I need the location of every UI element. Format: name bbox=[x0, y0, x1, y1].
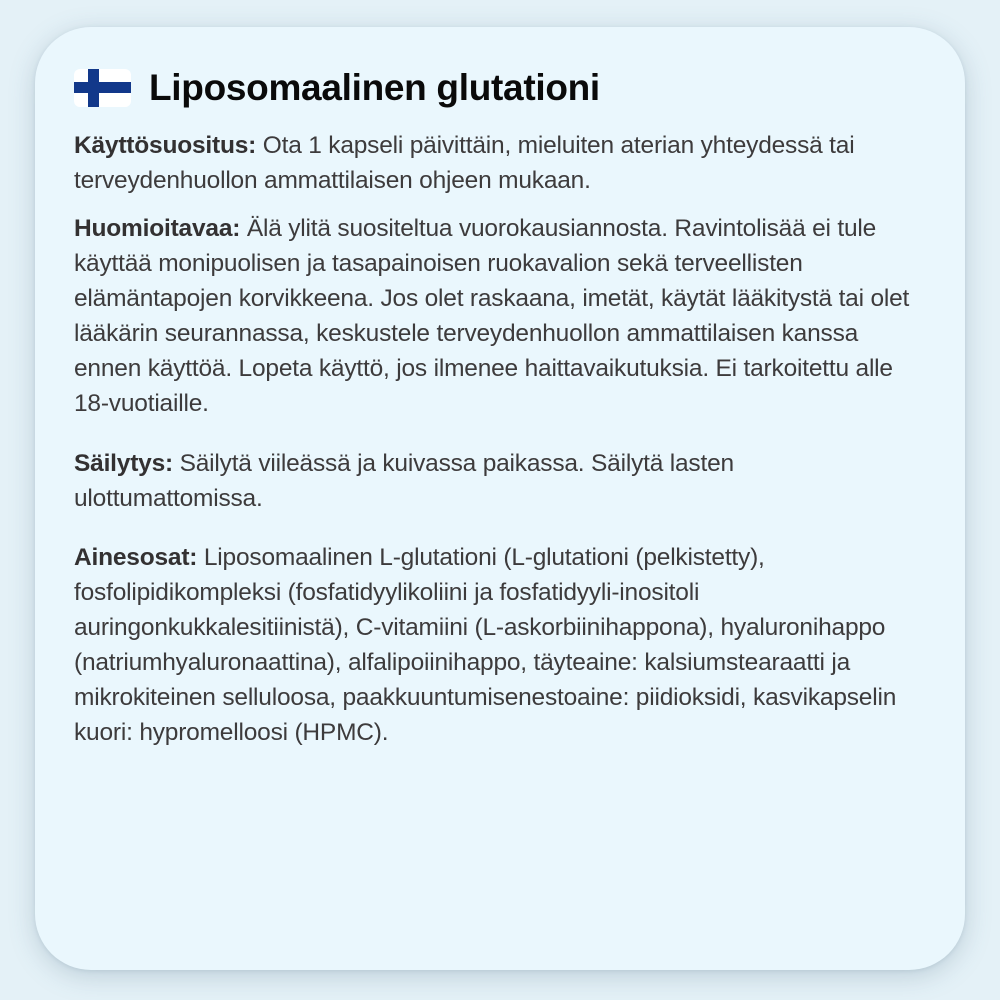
section-storage-label: Säilytys: bbox=[74, 450, 173, 477]
section-warnings bbox=[74, 211, 927, 421]
section-usage bbox=[74, 128, 927, 198]
section-ingredients-label: Ainesosat: bbox=[74, 544, 198, 571]
product-title: Liposomaalinen glutationi bbox=[149, 67, 600, 108]
product-info-card bbox=[35, 27, 965, 970]
flag-cross-horizontal bbox=[74, 82, 131, 93]
section-usage-label: Käyttösuositus: bbox=[74, 132, 257, 159]
section-warnings-text: Älä ylitä suositeltua vuorokausiannosta. Ravintolisää ei tule käyttää monipuolisen ja tasapainoisen ruokavalion sekä terveellisten elämäntapojen korvikkeena. Jos olet raskaana, imetät, käytät lääkitystä tai olet lääkärin seurannassa, keskustele terveydenhuollon ammattilaisen kanssa ennen käyttöä. Lopeta käyttö, jos ilmenee haittavaikutuksia. Ei tarkoitettu alle 18-vuotiaille. bbox=[74, 215, 910, 417]
section-warnings-label: Huomioitavaa: bbox=[74, 215, 241, 242]
section-storage bbox=[74, 446, 927, 516]
section-usage-text: Ota 1 kapseli päivittäin, mieluiten aterian yhteydessä tai terveydenhuollon ammattilaisen ohjeen mukaan. bbox=[74, 132, 855, 194]
section-ingredients bbox=[74, 540, 927, 750]
card-header bbox=[74, 67, 927, 109]
section-storage-text: Säilytä viileässä ja kuivassa paikassa. Säilytä lasten ulottumattomissa. bbox=[74, 450, 734, 512]
section-ingredients-text: Liposomaalinen L-glutationi (L-glutationi (pelkistetty), fosfolipidikompleksi (fosfatidyylikoliini ja fosfatidyyli-inositoli auringonkukkalesitiinistä), C-vitamiini (L-askorbiinihappona), hyaluronihappo (natriumhyaluronaattina), alfalipoiinihappo, täyteaine: kalsiumstearaatti ja mikrokiteinen selluloosa, paakkuuntumisenestoaine: piidioksidi, kasvikapselin kuori: hypromelloosi (HPMC). bbox=[74, 544, 897, 746]
finland-flag-icon bbox=[74, 69, 131, 107]
